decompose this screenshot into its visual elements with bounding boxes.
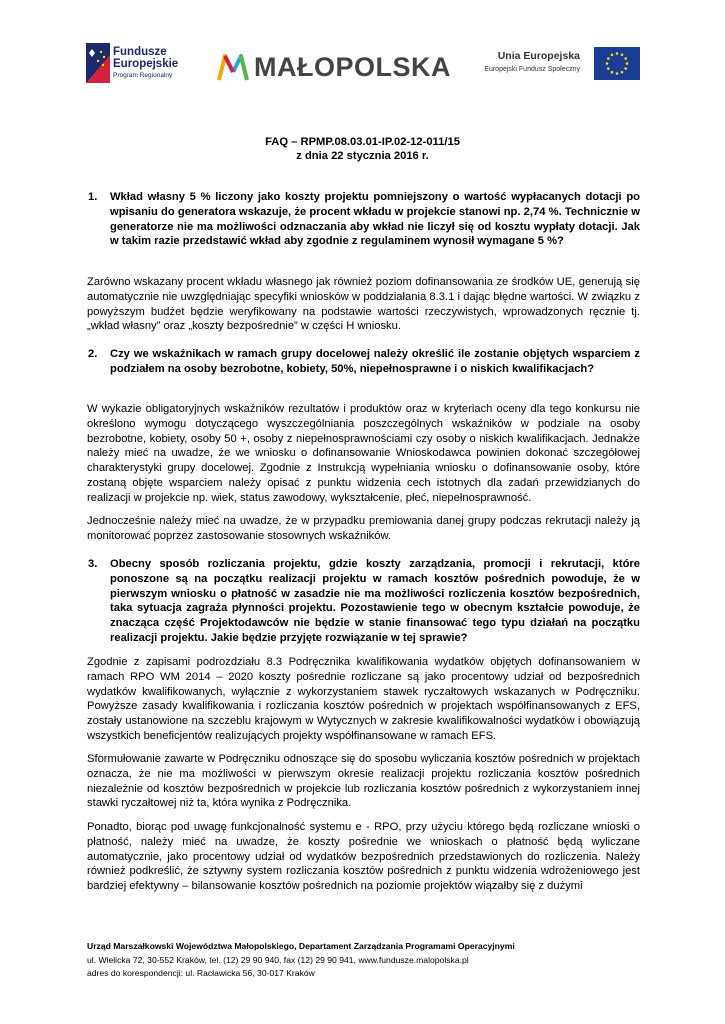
document-date: z dnia 22 stycznia 2016 r.: [296, 150, 429, 162]
ue-logo-subtitle: Europejski Fundusz Społeczny: [484, 66, 580, 73]
question-number: 3.: [88, 558, 98, 570]
answer-paragraph: Sformułowanie zawarte w Podręczniku odnoszące się do sposobu wyliczania kosztów pośrednich w projektach oznacza, że nie ma możliwości w pierwszym okresie realizacji projektu rozliczania kosztów pośrednich niezależnie od kosztów bezpośrednich w projekcie lub rozliczania kosztów pośrednich z wykorzystaniem innej stawki ryczałtowej niż ta, która wynika z Podręcznika.: [87, 753, 640, 810]
question-number: 2.: [88, 348, 98, 360]
footer-correspondence: adres do korespondencji: ul. Racławicka 56, 30-017 Kraków: [87, 968, 315, 978]
answer-paragraph: W wykazie obligatoryjnych wskaźników rezultatów i produktów oraz w kryteriach oceny dla tego konkursu nie określono wymogu dotyczącego wyszczególniania poszczególnych wskaźników w podziale na osoby bezrobotne, kobiety, osoby 50 +, osoby z niepełnosprawnościami czy osoby o niskich kwalifikacjach. Jednakże należy mieć na uwadze, że we wniosku o dofinansowanie Wnioskodawca powinien dokonać szczegółowej charakterystyki grupy docelowej. Zgodnie z Instrukcją wypełniania wniosku o dofinansowanie osoby, które zostaną objęte wsparciem należy opisać z punktu widzenia cech istotnych dla zadań przewidzianych do realizacji w projekcie np. wiek, status zawodowy, wykształcenie, płeć, niepełnosprawność.: [87, 403, 640, 504]
malopolska-logo: [216, 50, 456, 86]
fundusze-europejskie-logo: [86, 43, 226, 85]
page-footer: [87, 940, 647, 981]
answer-paragraph: Jednocześnie należy mieć na uwadze, że w przypadku premiowania danej grupy podczas rekrutacji należy ją monitorować poprzez zastosowanie stosownych wskaźników.: [87, 515, 640, 542]
document-title: FAQ – RPMP.08.03.01-IP.02-12-011/15: [265, 136, 460, 148]
ue-logo-title: Unia Europejska: [497, 50, 580, 62]
answer-paragraph: Zarówno wskazany procent wkładu własnego jak również poziom dofinansowania ze środków UE, generują się automatycznie nie uwzględniając specyfiki wniosków w poddziałania 8.3.1 i dając błędne wartości. W związku z powyższym budżet będzie weryfikowany na podstawie wartości rzeczywistych, wprowadzonych ręcznie tj. „wkład własny” oraz „koszty bezpośrednie” w części H wniosku.: [87, 276, 640, 333]
footer-institution: Urząd Marszałkowski Województwa Małopolskiego, Departament Zarządzania Programami Operacyjnymi: [87, 941, 515, 951]
fe-logo-subtitle: Program Regionalny: [113, 72, 173, 79]
footer-address: ul. Wielicka 72, 30-552 Kraków, tel. (12) 29 90 940, fax (12) 29 90 941, www.fundusze.malopolska.pl: [87, 954, 469, 965]
malopolska-m-icon: [216, 52, 250, 82]
answer-paragraph: Ponadto, biorąc pod uwagę funkcjonalność systemu e - RPO, przy użyciu którego będą rozliczane wnioski o płatność, należy mieć na uwadze, że koszty pośrednie we wnioskach o płatność będą wyliczane automatycznie, jako procentowy udział od wydatków bezpośrednich przedstawionych do rozliczenia. Należy również podkreślić, że sztywny system rozliczania kosztów pośrednich z punktu widzenia wdrożeniowego jest bardziej efektywny – bilansowanie kosztów pośrednich na poziomie projektów wiązałby się z dużymi: [87, 821, 640, 893]
eu-flag-icon: [594, 47, 640, 80]
question-number: 1.: [88, 191, 98, 203]
fundusze-europejskie-icon: [86, 43, 110, 83]
malopolska-logo-text: MAŁOPOLSKA: [254, 52, 451, 82]
question-text: Obecny sposób rozliczania projektu, gdzie koszty zarządzania, promocji i rekrutacji, które ponoszone są na początku realizacji projektu w ramach kosztów pośrednich powoduje, że w pierwszym wniosku o płatność w zasadzie nie ma możliwości rozliczenia kosztów bezpośrednich, taka sytuacja zagraża płynności projektu. Pozostawienie tego w obecnym kształcie powoduje, że znacząca część Projektodawców nie będzie w stanie finansować tego typu działań na początku realizacji projektu. Jakie będzie przyjęte rozwiązanie w tej sprawie?: [110, 558, 640, 644]
unia-europejska-logo: [478, 47, 640, 83]
question-2: [88, 347, 640, 377]
fe-logo-text: Fundusze Europejskie: [113, 46, 179, 70]
question-text: Wkład własny 5 % liczony jako koszty projektu pomniejszony o wartość wypłacanych dotacji po wpisaniu do generatora wskazuje, że procent wkładu w projekcie stanowi np. 2,74 %. Technicznie w generatorze nie ma możliwości odznaczania aby wkład nie liczył się od kosztu wypłaty dotacji. Jak w takim razie przedstawić wkład aby zgodnie z regulaminem wynosił wymagane 5 %?: [110, 191, 640, 248]
question-text: Czy we wskaźnikach w ramach grupy docelowej należy określić ile zostanie objętych wsparciem z podziałem na osoby bezrobotne, kobiety, 50%, niepełnosprawne i o niskich kwalifikacjach?: [110, 348, 640, 375]
answer-paragraph: Zgodnie z zapisami podrozdziału 8.3 Podręcznika kwalifikowania wydatków objętych dofinansowaniem w ramach RPO WM 2014 – 2020 koszty pośrednie rozliczane są jako procentowy udział od bezpośrednich wydatków kwalifikowanych, wyłącznie z wykorzystaniem stawek ryczałtowych wskazanych w Podręczniku. Powyższe zasady kwalifikowania i rozliczania kosztów pośrednich w projektach współfinansowanych z EFS, zostały ustanowione na szczeblu krajowym w Wytycznych w zakresie kwalifikowalności wydatków i obowiązują wszystkich beneficjentów realizujących projekty współfinansowane w ramach EFS.: [87, 656, 640, 742]
question-3: [88, 557, 640, 646]
question-1: [88, 190, 640, 249]
